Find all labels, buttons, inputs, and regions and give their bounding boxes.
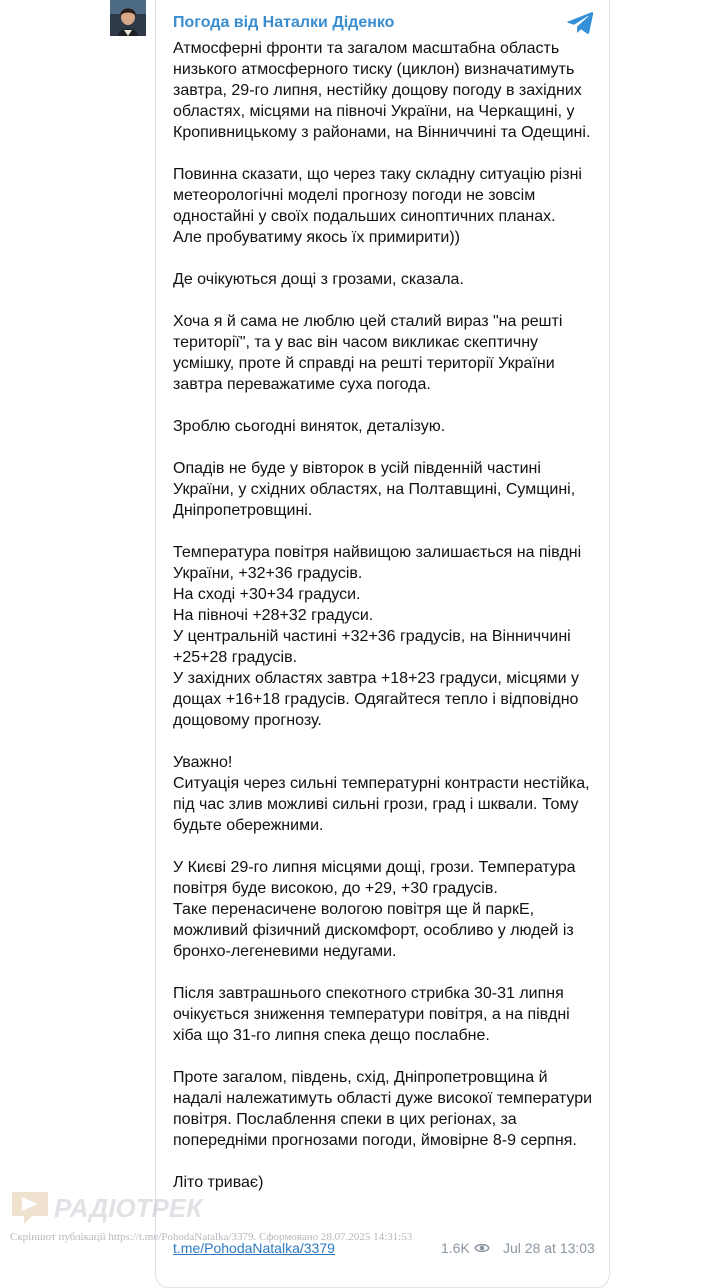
channel-avatar[interactable] xyxy=(110,0,146,36)
channel-name[interactable]: Погода від Наталки Діденко xyxy=(173,14,395,31)
radiotrek-logo xyxy=(10,1188,203,1228)
telegram-icon[interactable] xyxy=(566,10,594,36)
post-date: Jul 28 at 13:03 xyxy=(503,1240,595,1256)
watermark-caption: Скріншот публікації https://t.me/PohodaNatalka/3379. Сформовано 28.07.2025 14:31:53 xyxy=(10,1231,413,1243)
view-count: 1.6K xyxy=(441,1240,470,1256)
avatar-portrait-icon xyxy=(110,0,146,36)
radiotrek-logo-text: РАДІОТРЕК xyxy=(54,1193,203,1223)
eye-icon xyxy=(474,1242,490,1254)
post-link[interactable]: t.me/PohodaNatalka/3379 xyxy=(173,1240,335,1256)
message-text: Атмосферні фронти та загалом масштабна область низького атмосферного тиску (циклон) визначатимуть завтра, 29-го липня, нестійку дощову погоду в західних областях, місцями на півночі України, на Черкащині, у Кропивницькому з районами, на Вінниччині та Одещині. Повинна сказати, що через таку складну ситуацію різні метеорологічні моделі прогнозу погоди не зовсім одностайні у своїх подальших синоптичних планах. Але пробуватиму якось їх примирити)) Де очікуються дощі з грозами, сказала. Хоча я й сама не люблю цей сталий вираз "на решті території", та у вас він часом викликає скептичну усмішку, проте й справді на решті території України завтра переважатиме суха погода. Зроблю сьогодні виняток, деталізую. Опадів не буде у вівторок в усій південній частині України, у східних областях, на Полтавщині, Сумщині, Дніпропетровщині. Температура повітря найвищою залишається на півдні України, +32+36 градусів. На сході +30+34 градуси. На півночі +28+32 градуси. У центральній частині +32+36 градусів, на Вінниччині +25+28 градусів. У західних областях завтра +18+23 градуси, місцями у дощах +16+18 градусів. Одягайтеся тепло і відповідно дощовому прогнозу. Уважно! Ситуація через сильні температурні контрасти нестійка, під час злив можливі сильні грози, град і шквали. Тому будьте обережними. У Києві 29-го липня місцями дощі, грози. Температура повітря буде високою, до +29, +30 градусів. Таке перенасичене вологою повітря ще й паркЕ, можливий фізичний дискомфорт, особливо у людей із бронхо-легеневими недугами. Після завтрашнього спекотного стрибка 30-31 липня очікується зниження температури повітря, а на півдні хіба що 31-го липня спека дещо послабне. Проте загалом, південь, схід, Дніпропетровщина й надалі належатимуть області дуже високої температури повітря. Послаблення спеки в цих регіонах, за попередніми прогнозами погоди, ймовірне 8-9 серпня. Літо триває) xyxy=(173,40,593,1191)
